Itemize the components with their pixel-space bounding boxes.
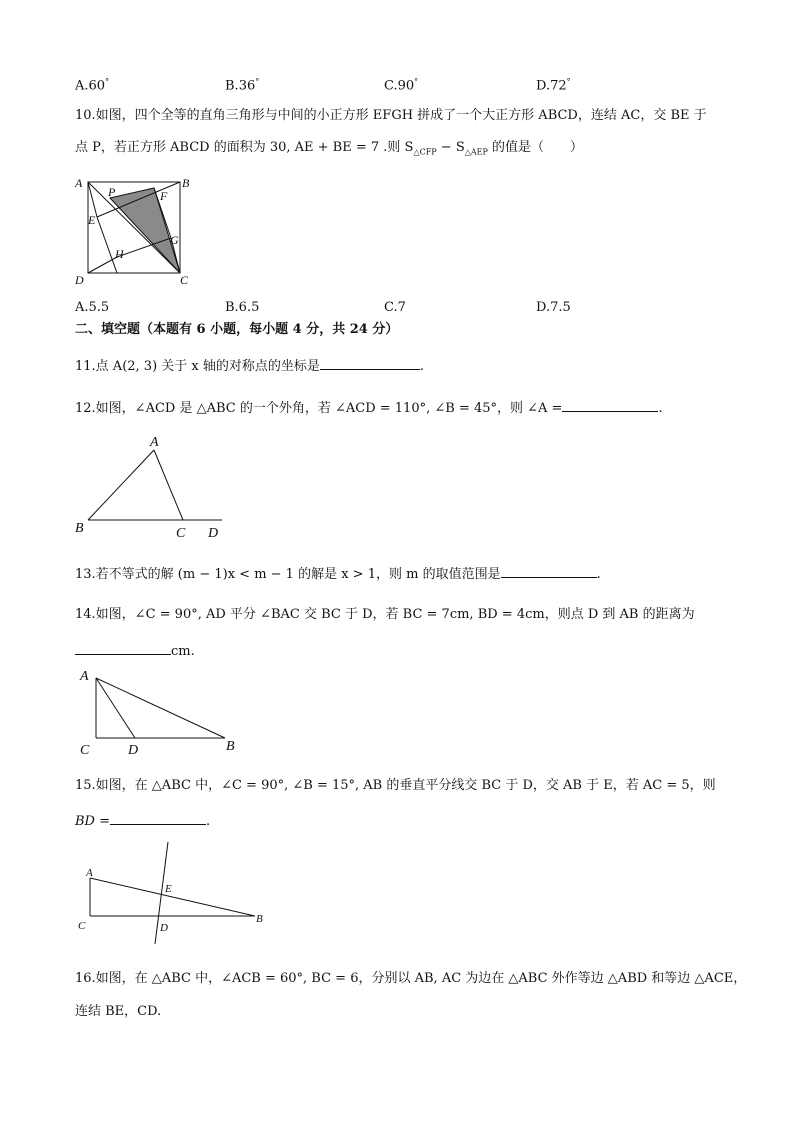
q14-label-c: C: [80, 743, 90, 758]
q16-line2: 连结 BE，CD.: [75, 1004, 162, 1019]
q12-answer-blank[interactable]: [562, 399, 658, 412]
q10-label-e: E: [88, 213, 96, 227]
q9-option-a: A.60°: [75, 77, 110, 94]
q10-label-g: G: [170, 233, 179, 247]
q14-label-a: A: [80, 669, 89, 684]
q10-label-f: F: [160, 189, 168, 203]
q12-label-c: C: [176, 526, 186, 541]
q12-figure: [70, 430, 230, 542]
q14-label-b: B: [226, 739, 235, 754]
q9-option-c: C.90°: [384, 77, 419, 94]
q13-answer-blank[interactable]: [501, 565, 597, 578]
q10-label-b: B: [182, 176, 190, 190]
q12-label-b: B: [75, 521, 84, 536]
q15-label-b: B: [256, 913, 263, 925]
q10-label-c: C: [180, 273, 189, 287]
q10-label-h: H: [115, 247, 124, 261]
q15-label-c: C: [78, 920, 86, 932]
q14-line2: cm.: [75, 642, 195, 660]
q12-label-a: A: [150, 435, 159, 450]
q15-answer-blank[interactable]: [110, 812, 206, 825]
q15-label-e: E: [165, 883, 172, 895]
q15-figure: [70, 840, 275, 950]
q14-figure: [70, 664, 250, 760]
q11: 11.点 A(2, 3) 关于 x 轴的对称点的坐标是 .: [75, 359, 425, 374]
q15-label-d: D: [160, 922, 168, 934]
q10-line2: 点 P，若正方形 ABCD 的面积为 30, AE + BE = 7 .则 $S_{\triangle CFP} - S_{\triangle AEP}$ 的值是（ ）: [75, 140, 584, 157]
q13: 13.若不等式的解 (m − 1)x < m − 1 的解是 x > 1，则 m 的取值范围是 .: [75, 567, 601, 582]
q10-line1: 10.如图，四个全等的直角三角形与中间的小正方形 EFGH 拼成了一个大正方形 ABCD，连结 AC，交 BE 于: [75, 108, 707, 123]
q10-label-p: P: [108, 185, 116, 199]
q10-label-d: D: [75, 273, 84, 287]
q12-label-d: D: [208, 526, 219, 541]
q12: 12.如图，∠ACD 是 △ABC 的一个外角，若 ∠ACD = 110°, ∠B = 45°，则 ∠A = .: [75, 401, 663, 416]
q10-figure: [70, 172, 200, 287]
q10-label-a: A: [75, 176, 83, 190]
q14-label-d: D: [128, 743, 139, 758]
q9-option-d: D.72°: [536, 77, 571, 94]
q9-option-b: B.36°: [225, 77, 260, 94]
q10-option-d: D.7.5: [536, 300, 571, 315]
q10-option-a: A.5.5: [75, 300, 110, 315]
section2-title: 二、填空题（本题有 6 小题，每小题 4 分，共 24 分）: [75, 322, 399, 337]
q11-answer-blank[interactable]: [320, 357, 420, 370]
q15-label-a: A: [86, 867, 93, 879]
q10-option-c: C.7: [384, 300, 406, 315]
q10-option-b: B.6.5: [225, 300, 260, 315]
q15-line1: 15.如图，在 △ABC 中，∠C = 90°, ∠B = 15°, AB 的垂直平分线交 BC 于 D，交 AB 于 E，若 AC = 5，则: [75, 778, 716, 793]
q14-line1: 14.如图，∠C = 90°, AD 平分 ∠BAC 交 BC 于 D，若 BC = 7cm, BD = 4cm，则点 D 到 AB 的距离为: [75, 607, 695, 622]
q16-line1: 16.如图，在 △ABC 中，∠ACB = 60°, BC = 6，分别以 AB, AC 为边在 △ABC 外作等边 △ABD 和等边 △ACE，: [75, 971, 747, 986]
q15-line2: BD = .: [75, 814, 211, 829]
q14-answer-blank[interactable]: [75, 642, 171, 655]
